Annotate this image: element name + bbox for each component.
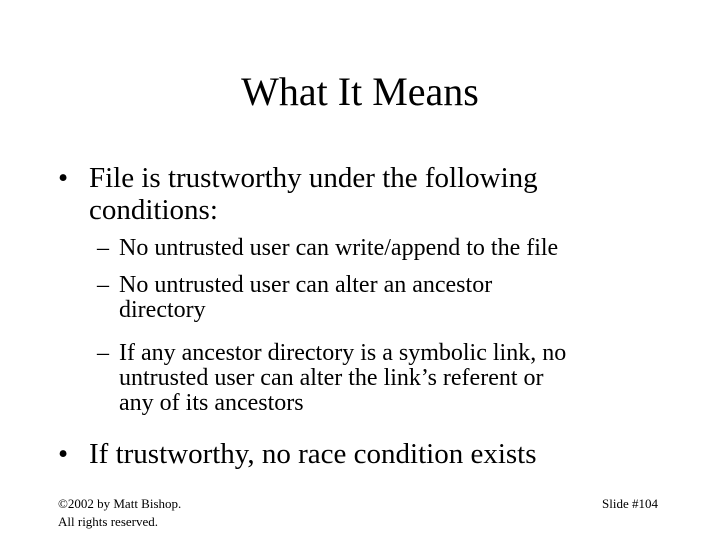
- sub-bullet-line: untrusted user can alter the link’s referent or: [119, 365, 544, 391]
- slide-title: What It Means: [241, 69, 479, 114]
- bullet-marker: •: [58, 162, 69, 194]
- sub-bullet-item: [97, 236, 657, 261]
- sub-bullet-line: any of its ancestors: [119, 390, 304, 416]
- bullet-line: conditions:: [89, 194, 218, 226]
- rights-text: All rights reserved.: [58, 514, 159, 529]
- footer-copyright: [58, 495, 181, 531]
- sub-bullet-marker: –: [97, 235, 109, 261]
- bullet-item: [58, 162, 658, 226]
- sub-bullet-marker: –: [97, 272, 109, 298]
- bullet-text: [89, 438, 658, 470]
- copyright-text: ©2002 by Matt Bishop.: [58, 496, 182, 511]
- sub-bullet-line: No untrusted user can write/append to the file: [119, 235, 559, 261]
- sub-bullet-text: [119, 236, 657, 261]
- sub-bullet-text: [119, 273, 657, 323]
- bullet-line: If trustworthy, no race condition exists: [89, 438, 537, 470]
- slide-number: Slide #104: [602, 496, 658, 511]
- sub-bullet-text: [119, 341, 657, 416]
- sub-bullet-item: [97, 273, 657, 323]
- sub-bullet-line: If any ancestor directory is a symbolic link, no: [119, 340, 567, 366]
- sub-bullet-line: No untrusted user can alter an ancestor: [119, 272, 493, 298]
- sub-bullet-line: directory: [119, 297, 206, 323]
- sub-bullet-item: [97, 341, 657, 416]
- bullet-line: File is trustworthy under the following: [89, 162, 538, 194]
- bullet-text: [89, 162, 658, 226]
- bullet-item: [58, 438, 658, 470]
- sub-bullet-marker: –: [97, 340, 109, 366]
- bullet-marker: •: [58, 438, 69, 470]
